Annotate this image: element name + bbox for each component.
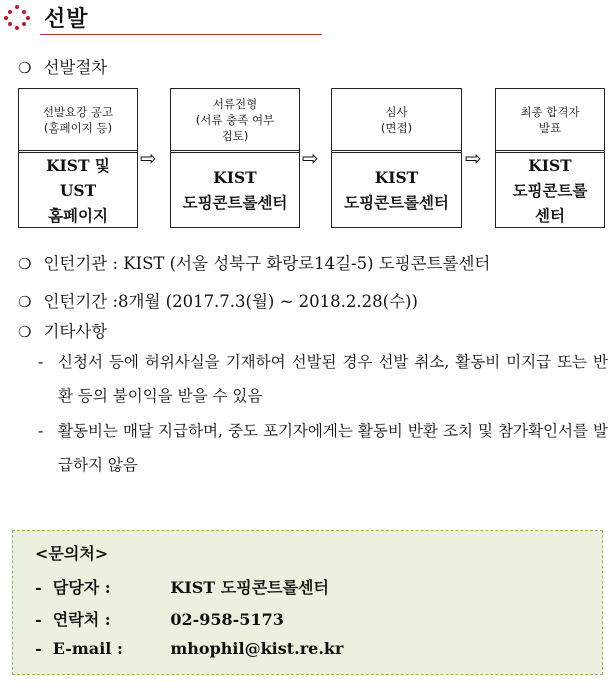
step-2-organization: KIST 도핑콘트롤센터 bbox=[182, 168, 288, 212]
step-4-description: 최종 합격자 발표 bbox=[496, 89, 604, 153]
contact-box bbox=[12, 530, 603, 675]
arrow-right-icon: ⇨ bbox=[302, 146, 319, 170]
institution-line bbox=[18, 250, 490, 274]
etc-item-2-text: 활동비는 매달 지급하며, 중도 포기자에게는 활동비 반환 조치 및 참가확인서를 발급하지 않음 bbox=[58, 422, 608, 474]
step-1-organization: KIST 및 UST 홈페이지 bbox=[46, 155, 110, 225]
step-3-organization: KIST 도핑콘트롤센터 bbox=[344, 168, 449, 212]
process-heading: 선발절차 bbox=[43, 58, 108, 77]
dash-bullet: - bbox=[35, 578, 42, 597]
contact-value: KIST 도핑콘트롤센터 bbox=[170, 578, 329, 597]
title-underline bbox=[40, 34, 322, 35]
header-dots-icon bbox=[4, 4, 30, 30]
etc-heading-line bbox=[18, 318, 107, 342]
etc-item-1 bbox=[38, 345, 608, 413]
process-step-1 bbox=[18, 88, 138, 228]
circle-bullet-icon: ❍ bbox=[18, 293, 32, 311]
contact-row-phone bbox=[35, 607, 284, 630]
contact-email-link[interactable]: mhophil@kist.re.kr bbox=[170, 639, 344, 658]
process-step-4 bbox=[495, 88, 605, 228]
contact-row-email bbox=[35, 639, 343, 658]
step-1-description: 선발요강 공고 (홈페이지 등) bbox=[19, 89, 137, 153]
institution-text: 인턴기관 : KIST (서울 성북구 화랑로14길-5) 도핑콘트롤센터 bbox=[43, 254, 491, 273]
etc-item-1-text: 신청서 등에 허위사실을 기재하여 선발된 경우 선발 취소, 활동비 미지급 또는 반환 등의 불이익을 받을 수 있음 bbox=[58, 353, 608, 405]
contact-value: 02-958-5173 bbox=[170, 610, 284, 629]
dash-bullet: - bbox=[35, 639, 42, 658]
etc-heading: 기타사항 bbox=[43, 322, 108, 341]
section-title: 선발 bbox=[44, 7, 89, 32]
circle-bullet-icon: ❍ bbox=[18, 59, 32, 77]
dash-bullet: - bbox=[38, 422, 44, 440]
etc-item-2 bbox=[38, 414, 608, 482]
circle-bullet-icon: ❍ bbox=[18, 255, 32, 273]
period-text: 인턴기간 :8개월 (2017.7.3(월) ~ 2018.2.28(수)) bbox=[43, 292, 418, 311]
period-line bbox=[18, 288, 418, 312]
dash-bullet: - bbox=[35, 610, 42, 629]
process-step-2 bbox=[170, 88, 300, 228]
arrow-right-icon: ⇨ bbox=[140, 146, 157, 170]
contact-label: E-mail : bbox=[52, 639, 123, 658]
contact-row-manager bbox=[35, 575, 329, 598]
process-heading-line bbox=[18, 54, 107, 78]
circle-bullet-icon: ❍ bbox=[18, 323, 32, 341]
dash-bullet: - bbox=[38, 353, 44, 371]
contact-heading: <문의처> bbox=[35, 544, 109, 563]
step-4-organization: KIST 도핑콘트롤 센터 bbox=[512, 155, 588, 225]
step-3-description: 심사 (면접) bbox=[332, 89, 461, 153]
process-step-3 bbox=[331, 88, 462, 228]
contact-label: 연락처 : bbox=[52, 610, 111, 629]
contact-label: 담당자 : bbox=[52, 578, 111, 597]
arrow-right-icon: ⇨ bbox=[465, 146, 482, 170]
step-2-description: 서류전형 (서류 충족 여부 검토) bbox=[171, 89, 299, 153]
